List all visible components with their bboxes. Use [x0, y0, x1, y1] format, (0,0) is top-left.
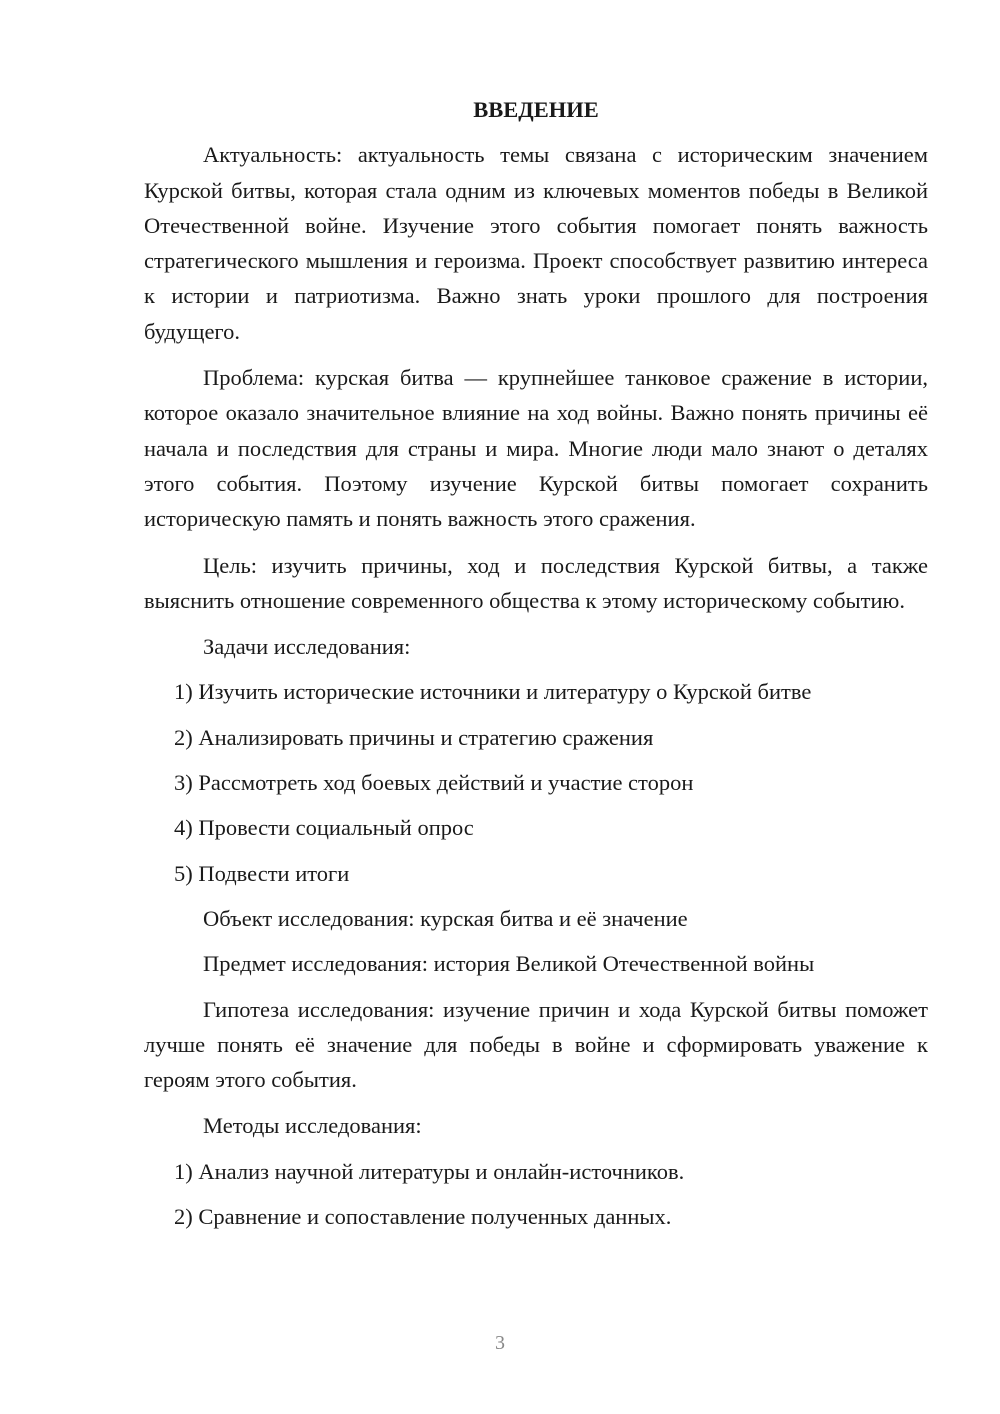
tasks-heading: Задачи исследования:: [203, 634, 411, 660]
research-object: Объект исследования: курская битва и её значение: [203, 905, 688, 931]
task-item: 5) Подвести итоги: [174, 860, 350, 886]
method-item: 1) Анализ научной литературы и онлайн-источников.: [174, 1158, 685, 1184]
methods-heading: Методы исследования:: [203, 1113, 422, 1139]
section-title: ВВЕДЕНИЕ: [473, 97, 599, 122]
task-item: 4) Провести социальный опрос: [174, 815, 474, 841]
document-page: [144, 92, 928, 1244]
problem-paragraph: Проблема: курская битва — крупнейшее танковое сражение в истории, которое оказало значительное влияние на ход войны. Важно понять причины её начала и последствия для страны и мира. Многие люди мало знают о деталях этого события. Поэтому изучение Курской битвы помогает сохранить историческую память и понять важность этого сражения.: [144, 365, 928, 532]
research-subject: Предмет исследования: история Великой Отечественной войны: [203, 951, 815, 977]
method-item: 2) Сравнение и сопоставление полученных данных.: [174, 1204, 672, 1230]
task-item: 2) Анализировать причины и стратегию сражения: [174, 724, 654, 750]
hypothesis-paragraph: Гипотеза исследования: изучение причин и хода Курской битвы поможет лучше понять её значение для победы в войне и сформировать уважение к героям этого события.: [144, 996, 928, 1093]
task-item: 1) Изучить исторические источники и литературу о Курской битве: [174, 679, 812, 705]
relevance-paragraph: Актуальность: актуальность темы связана с историческим значением Курской битвы, которая стала одним из ключевых моментов победы в Великой Отечественной войне. Изучение этого события помогает понять важность стратегического мышления и героизма. Проект способствует развитию интереса к истории и патриотизма. Важно знать уроки прошлого для построения будущего.: [144, 142, 928, 344]
task-item: 3) Рассмотреть ход боевых действий и участие сторон: [174, 770, 694, 796]
page-number: 3: [495, 1332, 505, 1354]
goal-paragraph: Цель: изучить причины, ход и последствия Курской битвы, а также выяснить отношение современного общества к этому историческому событию.: [144, 552, 928, 613]
